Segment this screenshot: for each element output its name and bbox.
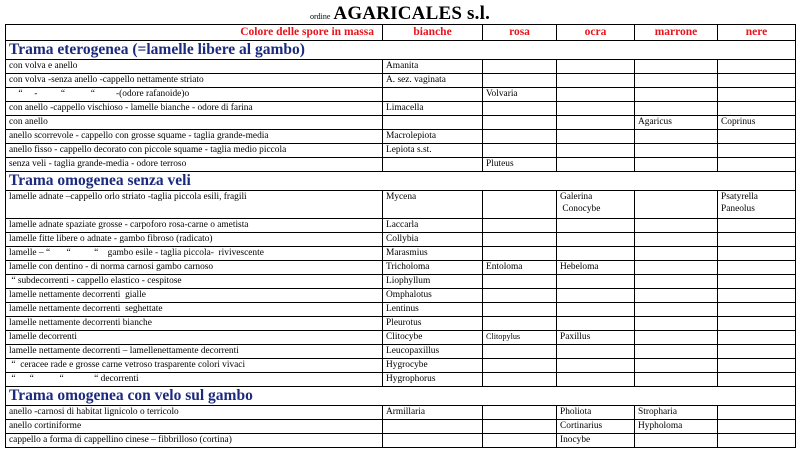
header-row: [6, 25, 796, 41]
genus-cell-ocra: [557, 116, 635, 130]
genus-cell-ocra: [557, 275, 635, 289]
genus-cell-nere: [718, 130, 796, 144]
genus-cell-ocra: Cortinarius: [557, 420, 635, 434]
row-description: lamelle adnate spaziate grosse - carpoforo rosa-carne o ametista: [6, 219, 383, 233]
genus-cell-rosa: [483, 373, 557, 387]
row-description: cappello a forma di cappellino cinese – fibbrilloso (cortina): [6, 434, 383, 448]
genus-cell-bianche: [383, 88, 483, 102]
genus-cell-bianche: Clitocybe: [383, 331, 483, 345]
title-main: AGARICALES s.l.: [333, 3, 491, 24]
genus-cell-marrone: [635, 331, 718, 345]
genus-cell-rosa: [483, 247, 557, 261]
header-col-ocra: ocra: [557, 25, 635, 41]
genus-cell-bianche: Omphalotus: [383, 289, 483, 303]
genus-cell-ocra: Galerina Conocybe: [557, 191, 635, 219]
section-heading-row: [6, 172, 796, 191]
genus-cell-marrone: Stropharia: [635, 406, 718, 420]
genus-cell-bianche: Amanita: [383, 60, 483, 74]
row-description: con volva -senza anello -cappello nettamente striato: [6, 74, 383, 88]
table-row: [6, 331, 796, 345]
table-row: [6, 60, 796, 74]
genus-cell-rosa: [483, 434, 557, 448]
row-description: lamelle nettamente decorrenti bianche: [6, 317, 383, 331]
row-description: “ - “ “ -(odore rafanoide)o: [6, 88, 383, 102]
genus-cell-nere: [718, 275, 796, 289]
genus-cell-rosa: [483, 74, 557, 88]
header-col-rosa: rosa: [483, 25, 557, 41]
row-description: lamelle nettamente decorrenti gialle: [6, 289, 383, 303]
genus-cell-marrone: [635, 317, 718, 331]
genus-cell-nere: [718, 261, 796, 275]
header-col-nere: nere: [718, 25, 796, 41]
genus-cell-marrone: [635, 247, 718, 261]
genus-cell-marrone: [635, 303, 718, 317]
genus-cell-marrone: [635, 191, 718, 219]
genus-cell-nere: [718, 102, 796, 116]
genus-cell-bianche: [383, 116, 483, 130]
table-row: [6, 317, 796, 331]
genus-cell-nere: [718, 233, 796, 247]
genus-cell-ocra: [557, 373, 635, 387]
genus-cell-marrone: [635, 289, 718, 303]
table-row: [6, 345, 796, 359]
genus-cell-rosa: [483, 420, 557, 434]
table-row: [6, 74, 796, 88]
genus-cell-ocra: [557, 219, 635, 233]
genus-cell-nere: [718, 158, 796, 172]
genus-cell-bianche: Collybia: [383, 233, 483, 247]
table-row: [6, 247, 796, 261]
table-row: [6, 219, 796, 233]
genus-cell-marrone: [635, 102, 718, 116]
genus-cell-ocra: [557, 345, 635, 359]
genus-cell-bianche: Laccarla: [383, 219, 483, 233]
genus-cell-marrone: [635, 158, 718, 172]
genus-cell-marrone: [635, 261, 718, 275]
row-description: anello fisso - cappello decorato con piccole squame - taglia medio piccola: [6, 144, 383, 158]
row-description: “ ceracee rade e grosse carne vetroso trasparente colori vivaci: [6, 359, 383, 373]
table-row: [6, 373, 796, 387]
genus-cell-ocra: [557, 247, 635, 261]
genus-cell-nere: [718, 373, 796, 387]
genus-cell-bianche: Mycena: [383, 191, 483, 219]
genus-cell-bianche: Tricholoma: [383, 261, 483, 275]
genus-cell-rosa: Entoloma: [483, 261, 557, 275]
table-row: [6, 359, 796, 373]
row-description: con anello -cappello vischioso - lamelle bianche - odore di farina: [6, 102, 383, 116]
genus-cell-nere: [718, 74, 796, 88]
genus-cell-ocra: [557, 317, 635, 331]
genus-cell-ocra: [557, 74, 635, 88]
genus-cell-nere: [718, 345, 796, 359]
genus-cell-rosa: [483, 144, 557, 158]
genus-cell-bianche: Lepiota s.st.: [383, 144, 483, 158]
genus-cell-rosa: [483, 116, 557, 130]
genus-cell-marrone: [635, 359, 718, 373]
genus-cell-rosa: [483, 359, 557, 373]
genus-cell-ocra: Inocybe: [557, 434, 635, 448]
genus-cell-nere: [718, 303, 796, 317]
genus-cell-rosa: [483, 191, 557, 219]
table-row: [6, 158, 796, 172]
table-row: [6, 233, 796, 247]
genus-cell-marrone: [635, 219, 718, 233]
genus-cell-ocra: [557, 144, 635, 158]
genus-cell-ocra: [557, 289, 635, 303]
section-heading-row: [6, 387, 796, 406]
row-description: con volva e anello: [6, 60, 383, 74]
table-row: [6, 420, 796, 434]
section-heading-row: [6, 41, 796, 60]
row-description: lamelle fitte libere o adnate - gambo fibroso (radicato): [6, 233, 383, 247]
genus-cell-marrone: [635, 60, 718, 74]
genus-cell-rosa: [483, 130, 557, 144]
row-description: senza veli - taglia grande-media - odore terroso: [6, 158, 383, 172]
genus-cell-rosa: [483, 219, 557, 233]
header-col-bianche: bianche: [383, 25, 483, 41]
genus-cell-nere: [718, 359, 796, 373]
genus-cell-rosa: [483, 406, 557, 420]
genus-cell-nere: [718, 88, 796, 102]
genus-cell-marrone: [635, 373, 718, 387]
genus-cell-ocra: [557, 88, 635, 102]
genus-cell-bianche: Armillaria: [383, 406, 483, 420]
table-row: [6, 261, 796, 275]
genus-cell-bianche: Marasmius: [383, 247, 483, 261]
genus-cell-nere: [718, 331, 796, 345]
genus-cell-rosa: [483, 317, 557, 331]
genus-cell-bianche: [383, 158, 483, 172]
header-colore-label: Colore delle spore in massa: [6, 25, 383, 41]
genus-cell-marrone: [635, 275, 718, 289]
genus-cell-marrone: Agaricus: [635, 116, 718, 130]
header-col-marrone: marrone: [635, 25, 718, 41]
genus-cell-bianche: Leucopaxillus: [383, 345, 483, 359]
table-row: [6, 144, 796, 158]
table-row: [6, 289, 796, 303]
genus-cell-ocra: Pholiota: [557, 406, 635, 420]
genus-cell-rosa: [483, 102, 557, 116]
genus-cell-nere: Coprinus: [718, 116, 796, 130]
row-description: lamelle adnate –cappello orlo striato -taglia piccola esili, fragili: [6, 191, 383, 219]
identification-key-table: [5, 24, 796, 448]
genus-cell-rosa: [483, 345, 557, 359]
genus-cell-ocra: [557, 303, 635, 317]
genus-cell-bianche: Liophyllum: [383, 275, 483, 289]
genus-cell-marrone: [635, 74, 718, 88]
genus-cell-ocra: [557, 130, 635, 144]
genus-cell-ocra: [557, 359, 635, 373]
genus-cell-nere: Psatyrella Paneolus: [718, 191, 796, 219]
row-description: lamelle – “ “ “ gambo esile - taglia piccola- rivivescente: [6, 247, 383, 261]
genus-cell-ocra: [557, 158, 635, 172]
genus-cell-rosa: [483, 60, 557, 74]
row-description: lamelle nettamente decorrenti seghettate: [6, 303, 383, 317]
genus-cell-bianche: Lentinus: [383, 303, 483, 317]
genus-cell-bianche: A. sez. vaginata: [383, 74, 483, 88]
table-row: [6, 88, 796, 102]
genus-cell-bianche: Macrolepiota: [383, 130, 483, 144]
row-description: anello -carnosi di habitat lignicolo o terricolo: [6, 406, 383, 420]
section-heading: Trama eterogenea (=lamelle libere al gambo): [6, 41, 796, 60]
table-row: [6, 303, 796, 317]
row-description: anello scorrevole - cappello con grosse squame - taglia grande-media: [6, 130, 383, 144]
genus-cell-nere: [718, 406, 796, 420]
genus-cell-bianche: Limacella: [383, 102, 483, 116]
table-row: [6, 406, 796, 420]
genus-cell-ocra: Hebeloma: [557, 261, 635, 275]
section-heading: Trama omogenea senza veli: [6, 172, 796, 191]
page-title: [0, 2, 800, 26]
genus-cell-marrone: [635, 88, 718, 102]
genus-cell-ocra: Paxillus: [557, 331, 635, 345]
row-description: “ “ “ “ decorrenti: [6, 373, 383, 387]
genus-cell-ocra: [557, 60, 635, 74]
title-prefix: ordine: [309, 12, 331, 21]
genus-cell-rosa: [483, 289, 557, 303]
table-row: [6, 102, 796, 116]
genus-cell-bianche: Hygrophorus: [383, 373, 483, 387]
genus-cell-ocra: [557, 102, 635, 116]
row-description: lamelle decorrenti: [6, 331, 383, 345]
genus-cell-marrone: Hypholoma: [635, 420, 718, 434]
genus-cell-bianche: [383, 434, 483, 448]
row-description: lamelle nettamente decorrenti – lamellenettamente decorrenti: [6, 345, 383, 359]
genus-cell-marrone: [635, 434, 718, 448]
genus-cell-rosa: [483, 275, 557, 289]
row-description: lamelle con dentino - di norma carnosi gambo carnoso: [6, 261, 383, 275]
table-row: [6, 434, 796, 448]
genus-cell-rosa: [483, 303, 557, 317]
genus-cell-nere: [718, 434, 796, 448]
genus-cell-nere: [718, 60, 796, 74]
genus-cell-nere: [718, 144, 796, 158]
row-description: con anello: [6, 116, 383, 130]
genus-cell-ocra: [557, 233, 635, 247]
genus-cell-marrone: [635, 144, 718, 158]
table-row: [6, 130, 796, 144]
genus-cell-marrone: [635, 233, 718, 247]
genus-cell-nere: [718, 247, 796, 261]
genus-cell-rosa: Clitopylus: [483, 331, 557, 345]
table-row: [6, 116, 796, 130]
table-row: [6, 191, 796, 219]
genus-cell-nere: [718, 289, 796, 303]
genus-cell-bianche: [383, 420, 483, 434]
table-row: [6, 275, 796, 289]
row-description: anello cortiniforme: [6, 420, 383, 434]
section-heading: Trama omogenea con velo sul gambo: [6, 387, 796, 406]
row-description: “ subdecorrenti - cappello elastico - cespitose: [6, 275, 383, 289]
genus-cell-rosa: Pluteus: [483, 158, 557, 172]
genus-cell-rosa: [483, 233, 557, 247]
genus-cell-nere: [718, 420, 796, 434]
genus-cell-rosa: Volvaria: [483, 88, 557, 102]
genus-cell-bianche: Pleurotus: [383, 317, 483, 331]
genus-cell-marrone: [635, 130, 718, 144]
genus-cell-marrone: [635, 345, 718, 359]
genus-cell-nere: [718, 219, 796, 233]
genus-cell-nere: [718, 317, 796, 331]
genus-cell-bianche: Hygrocybe: [383, 359, 483, 373]
